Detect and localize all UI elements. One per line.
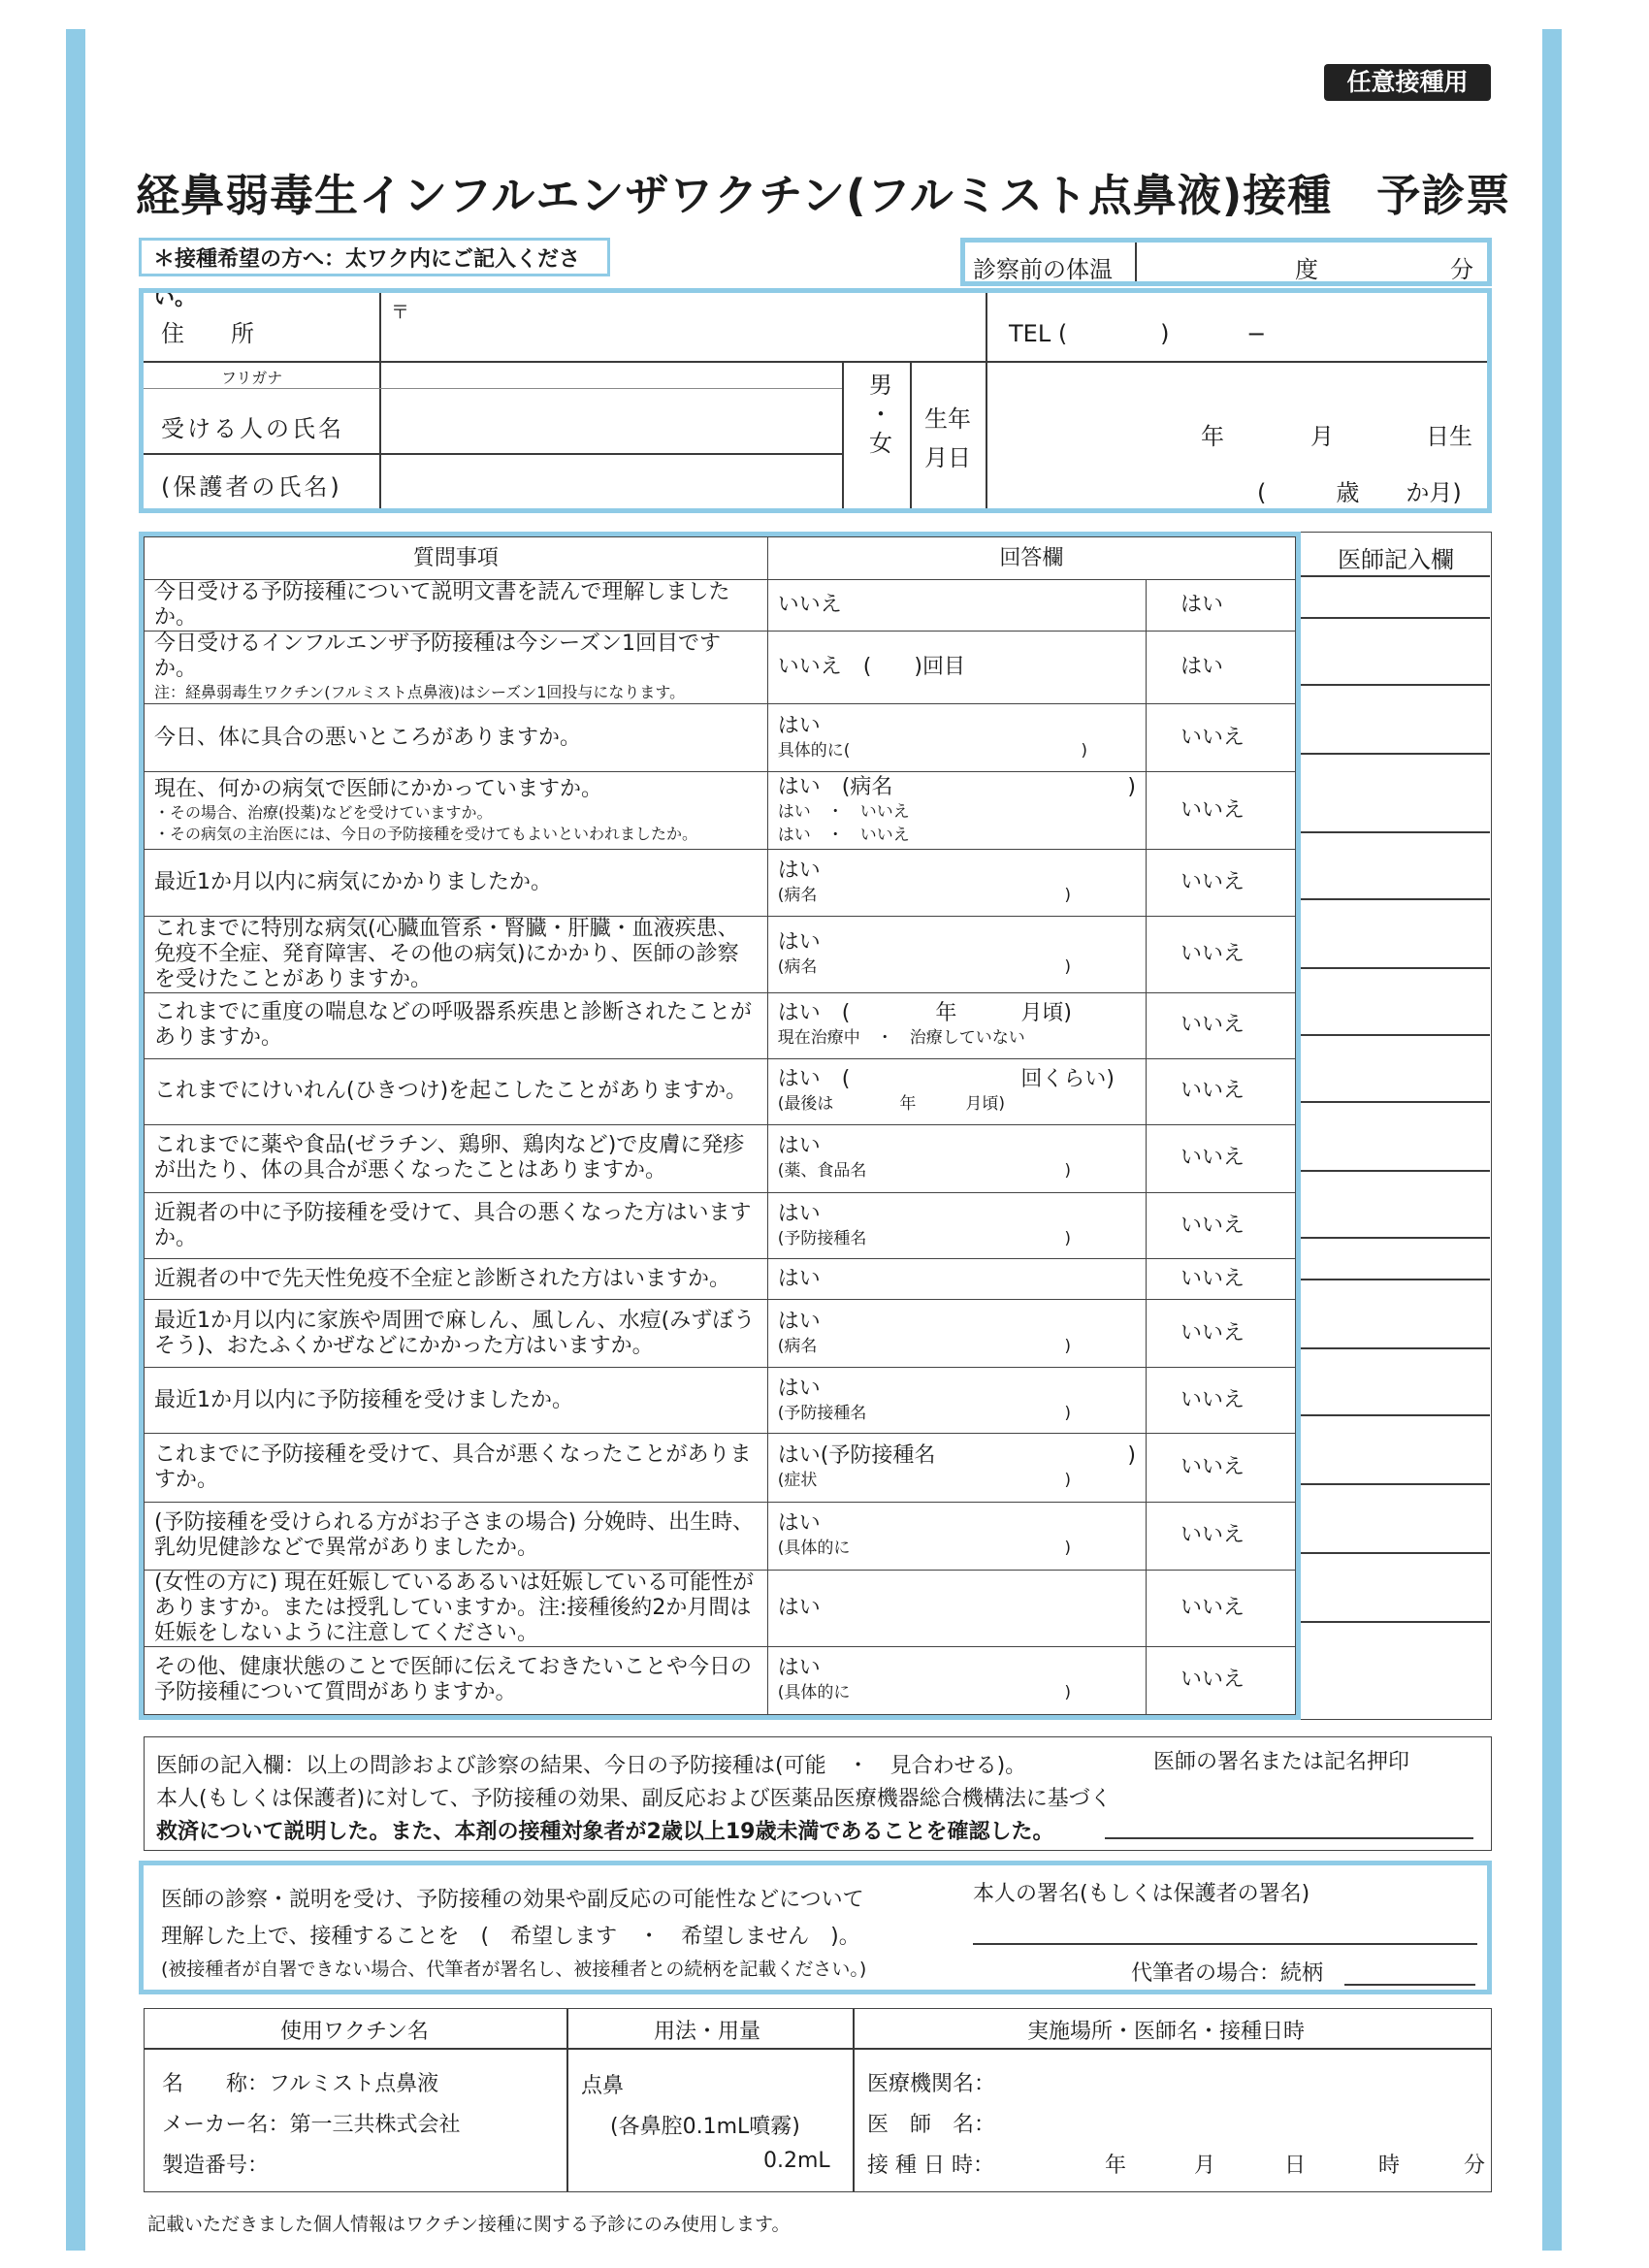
route-value: 点鼻 (581, 2074, 625, 2098)
doctor-notes-column (1301, 532, 1492, 1720)
answer-option-secondary[interactable] (1146, 1570, 1295, 1646)
answer-detail[interactable]: 具体的に( ) (777, 740, 1088, 761)
answer-option-secondary[interactable] (1146, 1058, 1295, 1124)
age-field[interactable]: ( 歳 か月) (1257, 479, 1462, 506)
answer-option-secondary[interactable] (1146, 1259, 1295, 1300)
doctor-declaration-line1: 医師の記入欄：以上の問診および診察の結果、今日の予防接種は(可能 ・ 見合わせる)。 (156, 1754, 1027, 1778)
question-row (145, 1193, 1296, 1259)
question-row (145, 1434, 1296, 1502)
answer-option-label: はい(予防接種名 ) (777, 1442, 1136, 1468)
dosage-header: 用法・用量 (654, 2020, 761, 2044)
answer-detail[interactable]: (症状 ) (777, 1470, 1072, 1490)
answer-option-secondary[interactable] (1146, 1502, 1295, 1570)
question-text: 今日受けるインフルエンザ予防接種は今シーズン1回目ですか。 (154, 632, 722, 682)
vaccine-name-header: 使用ワクチン名 (280, 2020, 429, 2044)
doctor-notes-cell-divider (1301, 575, 1490, 577)
answer-option-secondary[interactable] (1146, 1193, 1295, 1259)
answer-option-label: いいえ (1180, 1595, 1245, 1620)
answer-option-label: はい ( 年 月頃) (777, 1001, 1072, 1026)
answer-option-label: はい (777, 929, 821, 955)
question-text: 最近1か月以内に病気にかかりましたか。 (154, 870, 552, 895)
question-row (145, 992, 1296, 1058)
question-row (145, 704, 1296, 772)
answer-option-primary[interactable] (767, 1368, 1146, 1434)
answer-option-primary[interactable] (767, 704, 1146, 772)
recipient-name-label: 受ける人の氏名 (161, 415, 344, 442)
answer-detail[interactable]: (病名 ) (777, 1336, 1072, 1356)
answer-option-primary[interactable] (767, 1502, 1146, 1570)
question-text-cell (145, 992, 768, 1058)
dose-value: 0.2mL (763, 2149, 830, 2173)
answer-detail[interactable]: (具体的に ) (777, 1683, 1072, 1703)
question-text: これまでにけいれん(ひきつけ)を起こしたことがありますか。 (154, 1079, 748, 1104)
privacy-footer: 記載いただきました個人情報はワクチン接種に関する予診にのみ使用します。 (147, 2214, 791, 2235)
question-text-cell (145, 772, 768, 850)
personal-info-box (139, 288, 1492, 513)
facility-name-label: 医療機関名： (867, 2072, 996, 2096)
answer-option-primary[interactable] (767, 1646, 1146, 1714)
vaccine-product-name: 名 称：フルミスト点鼻液 (162, 2072, 439, 2096)
answer-option-label: いいえ (1180, 1146, 1245, 1171)
answer-option-secondary[interactable] (1146, 632, 1295, 704)
doctor-notes-cell-divider (1301, 753, 1490, 755)
temperature-label: 診察前の体温 (973, 256, 1113, 283)
doctor-notes-cell-divider (1301, 831, 1490, 833)
answer-option-label: いいえ (1180, 941, 1245, 966)
question-row (145, 916, 1296, 992)
answer-option-label: いいえ (1180, 797, 1245, 823)
question-note: ・その場合、治療(投薬)などを受けていますか。 ・その病気の主治医には、今日の予防接種を受けてもよいといわれましたか。 (154, 802, 698, 843)
question-text-cell (145, 1646, 768, 1714)
answer-option-label: いいえ (1180, 1266, 1245, 1291)
doctor-declaration-line3: 救済について説明した。また、本剤の接種対象者が2歳以上19歳未満であることを確認した。 (156, 1820, 1054, 1844)
left-margin-stripe (66, 29, 85, 2251)
answer-option-secondary[interactable] (1146, 992, 1295, 1058)
question-row (145, 1058, 1296, 1124)
tel-field[interactable]: TEL ( ) − (1009, 320, 1267, 347)
doctor-notes-cell-divider (1301, 684, 1490, 686)
address-label: 住 所 (161, 320, 254, 347)
answer-option-primary[interactable] (767, 632, 1146, 704)
answer-detail[interactable]: はい ・ いいえ はい ・ いいえ (777, 801, 910, 845)
answer-option-label: いいえ ( )回目 (777, 655, 965, 680)
doctor-notes-cell-divider (1301, 1237, 1490, 1239)
consent-line1: 医師の診察・説明を受け、予防接種の効果や副反応の可能性などについて (161, 1888, 864, 1912)
question-text-cell (145, 1368, 768, 1434)
question-text-cell (145, 1502, 768, 1570)
doctor-notes-cell-divider (1301, 1034, 1490, 1036)
doctor-notes-cell-divider (1301, 1347, 1490, 1349)
question-row (145, 1646, 1296, 1714)
answer-option-secondary[interactable] (1146, 1434, 1295, 1502)
answer-option-label: いいえ (1180, 1454, 1245, 1479)
question-text: これまでに特別な病気(心臓血管系・腎臓・肝臓・血液疾患、免疫不全症、発育障害、その他の病気)にかかり、医師の診察を受けたことがありますか。 (154, 916, 739, 991)
date-month-unit: 月 (1194, 2154, 1216, 2178)
answer-detail[interactable]: (最後は 年 月頃) (777, 1094, 1006, 1115)
doctor-declaration-line2: 本人(もしくは保護者)に対して、予防接種の効果、副反応および医薬品医療機器総合機構法に基づく (156, 1787, 1112, 1811)
question-text: これまでに薬や食品(ゼラチン、鶏卵、鶏肉など)で皮膚に発疹が出たり、体の具合が悪くなったことはありますか。 (154, 1133, 745, 1183)
doctor-notes-cell-divider (1301, 967, 1490, 969)
vaccine-manufacturer: メーカー名：第一三共株式会社 (162, 2113, 461, 2137)
answer-option-label: はい (777, 1376, 821, 1401)
answer-option-label: はい (777, 1595, 821, 1620)
answer-option-secondary[interactable] (1146, 704, 1295, 772)
birth-day-unit: 日生 (1426, 423, 1472, 450)
answer-detail[interactable]: (予防接種名 ) (777, 1228, 1072, 1248)
answer-option-secondary[interactable] (1146, 1368, 1295, 1434)
doctor-notes-cell-divider (1301, 1170, 1490, 1172)
birth-month-unit: 月 (1310, 423, 1334, 450)
doctor-notes-cell-divider (1301, 1621, 1490, 1623)
doctor-notes-cell-divider (1301, 617, 1490, 619)
answer-option-label: いいえ (1180, 1079, 1245, 1104)
doctor-signature-label: 医師の署名または記名押印 (1153, 1750, 1410, 1774)
answer-option-secondary[interactable] (1146, 1124, 1295, 1192)
answer-option-primary[interactable] (767, 1300, 1146, 1368)
postal-mark[interactable]: 〒 (391, 302, 410, 323)
question-row (145, 1259, 1296, 1300)
answer-option-label: いいえ (777, 593, 842, 618)
consent-note: (被接種者が自署できない場合、代筆者が署名し、被接種者との続柄を記載ください。) (161, 1959, 867, 1980)
question-text-cell (145, 1058, 768, 1124)
answer-option-primary[interactable] (767, 1193, 1146, 1259)
question-note: 注：経鼻弱毒生ワクチン(フルミスト点鼻液)はシーズン1回投与になります。 (154, 683, 686, 702)
question-text: 今日、体に具合の悪いところがありますか。 (154, 725, 582, 750)
question-text: 最近1か月以内に家族や周囲で麻しん、風しん、水痘(みずぼうそう)、おたふくかぜなどにかかった方はいますか。 (154, 1308, 756, 1358)
answer-option-label: はい (777, 1309, 821, 1334)
lot-number-label: 製造番号： (162, 2154, 270, 2178)
answer-option-label: はい (777, 1511, 821, 1537)
instruction-note: ＊接種希望の方へ：太ワク内にご記入ください。 (139, 238, 610, 276)
answer-option-primary[interactable] (767, 1570, 1146, 1646)
self-signature-label: 本人の署名(もしくは保護者の署名) (973, 1882, 1310, 1906)
proxy-relationship-label: 代筆者の場合：続柄 (1131, 1961, 1324, 1986)
date-year-unit: 年 (1105, 2154, 1127, 2178)
answer-option-label: いいえ (1180, 1013, 1245, 1038)
question-text-cell (145, 580, 768, 632)
consent-box (139, 1861, 1492, 1994)
guardian-name-label: (保護者の氏名) (161, 473, 342, 501)
doctor-notes-cell-divider (1301, 1279, 1490, 1280)
answer-detail[interactable]: (薬、食品名 ) (777, 1161, 1072, 1182)
answer-option-label: はい (777, 859, 821, 884)
question-text: 最近1か月以内に予防接種を受けましたか。 (154, 1387, 573, 1412)
right-margin-stripe (1542, 29, 1562, 2251)
date-hour-unit: 時 (1378, 2154, 1401, 2178)
answer-option-secondary[interactable] (1146, 772, 1295, 850)
question-text: (女性の方に) 現在妊娠しているあるいは妊娠している可能性がありますか。または授乳していますか。注:接種後約2か月間は妊娠をしないように注意してください。 (154, 1570, 755, 1645)
question-row (145, 580, 1296, 632)
answer-option-primary[interactable] (767, 772, 1146, 850)
question-text: これまでに予防接種を受けて、具合が悪くなったことがありますか。 (154, 1442, 752, 1492)
optional-vaccination-tag: 任意接種用 (1324, 64, 1491, 101)
answer-option-label: いいえ (1180, 1320, 1245, 1345)
question-row (145, 850, 1296, 916)
question-text-cell (145, 916, 768, 992)
question-text-cell (145, 1570, 768, 1646)
dose-detail: (各鼻腔0.1mL噴霧) (610, 2115, 800, 2139)
answer-option-secondary[interactable] (1146, 850, 1295, 916)
answer-option-label: はい ( 回くらい) (777, 1067, 1115, 1092)
question-text-cell (145, 1124, 768, 1192)
doctor-notes-cell-divider (1301, 898, 1490, 900)
answer-option-label: はい (777, 1134, 821, 1159)
question-text-cell (145, 850, 768, 916)
question-text: (予防接種を受けられる方がお子さまの場合) 分娩時、出生時、乳幼児健診などで異常がありましたか。 (154, 1510, 755, 1561)
question-text: 近親者の中に予防接種を受けて、具合の悪くなった方はいますか。 (154, 1200, 752, 1250)
question-text: これまでに重度の喘息などの呼吸器系疾患と診断されたことがありますか。 (154, 1000, 753, 1051)
answer-detail[interactable]: (具体的に ) (777, 1539, 1072, 1559)
doctor-declaration-box (144, 1736, 1492, 1851)
birth-year-unit: 年 (1201, 423, 1224, 450)
consent-line2[interactable]: 理解した上で、接種することを ( 希望します ・ 希望しません )。 (161, 1925, 860, 1949)
answer-option-label: はい (777, 713, 821, 738)
question-row (145, 1124, 1296, 1192)
question-text: その他、健康状態のことで医師に伝えておきたいことや今日の予防接種について質問がありますか。 (154, 1655, 753, 1705)
questions-header: 質問事項 (145, 537, 768, 580)
facility-header: 実施場所・医師名・接種日時 (1027, 2020, 1306, 2044)
question-text-cell (145, 704, 768, 772)
vaccine-info-box (144, 2008, 1492, 2192)
answer-detail[interactable]: (病名 ) (777, 886, 1072, 906)
answer-option-secondary[interactable] (1146, 1300, 1295, 1368)
doctor-notes-header: 医師記入欄 (1338, 546, 1454, 573)
doctor-signature-line[interactable] (1105, 1837, 1473, 1839)
page-title: 経鼻弱毒生インフルエンザワクチン(フルミスト点鼻液)接種 予診票 (136, 170, 1511, 221)
question-text: 現在、何かの病気で医師にかかっていますか。 (154, 776, 603, 801)
doctor-notes-cell-divider (1301, 1483, 1490, 1485)
question-row (145, 1570, 1296, 1646)
vaccination-datetime-label: 接 種 日 時： (867, 2154, 994, 2178)
question-row (145, 1368, 1296, 1434)
answer-option-primary[interactable] (767, 992, 1146, 1058)
question-text-cell (145, 1434, 768, 1502)
answer-detail[interactable]: 現在治療中 ・ 治療していない (777, 1028, 1025, 1049)
answer-option-secondary[interactable] (1146, 916, 1295, 992)
question-row (145, 632, 1296, 704)
answer-option-secondary[interactable] (1146, 580, 1295, 632)
answer-option-label: はい (1180, 593, 1223, 618)
question-text-cell (145, 1300, 768, 1368)
answer-option-label: はい (777, 1266, 821, 1291)
doctor-notes-cell-divider (1301, 1552, 1490, 1554)
answer-option-primary[interactable] (767, 916, 1146, 992)
self-signature-line[interactable] (973, 1943, 1477, 1945)
temperature-minute-unit: 分 (1450, 256, 1473, 283)
answer-detail[interactable]: (予防接種名 ) (777, 1403, 1072, 1423)
temperature-degree-unit: 度 (1295, 256, 1318, 283)
answer-option-primary[interactable] (767, 1124, 1146, 1192)
answer-option-label: いいえ (1180, 1668, 1245, 1693)
answer-option-primary[interactable] (767, 580, 1146, 632)
question-row (145, 1300, 1296, 1368)
question-text: 近親者の中で先天性免疫不全症と診断された方はいますか。 (154, 1266, 731, 1291)
answer-option-label: いいえ (1180, 1387, 1245, 1412)
question-text-cell (145, 632, 768, 704)
temperature-box[interactable] (960, 238, 1492, 286)
answer-option-label: はい (777, 1656, 821, 1681)
doctor-notes-cell-divider (1301, 1414, 1490, 1416)
proxy-relationship-line[interactable] (1344, 1984, 1475, 1986)
answer-option-label: いいえ (1180, 1213, 1245, 1238)
furigana-label: フリガナ (221, 369, 283, 387)
sex-selector[interactable]: 男 ・ 女 (869, 372, 892, 457)
question-text-cell (145, 1259, 768, 1300)
answer-option-primary[interactable] (767, 1259, 1146, 1300)
question-row (145, 772, 1296, 850)
question-text: 今日受ける予防接種について説明文書を読んで理解しましたか。 (154, 580, 730, 631)
answer-option-primary[interactable] (767, 1058, 1146, 1124)
doctor-notes-cell-divider (1301, 1101, 1490, 1103)
date-day-unit: 日 (1284, 2154, 1307, 2178)
answer-option-primary[interactable] (767, 1434, 1146, 1502)
answer-option-label: いいえ (1180, 870, 1245, 895)
questionnaire-box (139, 532, 1301, 1720)
doctor-name-label: 医 師 名： (867, 2113, 996, 2137)
answers-header: 回答欄 (767, 537, 1295, 580)
answer-detail[interactable]: (病名 ) (777, 956, 1072, 977)
birth-date-label: 生年 月日 (924, 405, 971, 471)
date-minute-unit: 分 (1464, 2154, 1486, 2178)
answer-option-label: はい (1180, 655, 1223, 680)
answer-option-label: いいえ (1180, 1523, 1245, 1548)
answer-option-primary[interactable] (767, 850, 1146, 916)
question-text-cell (145, 1193, 768, 1259)
answer-option-label: いいえ (1180, 725, 1245, 750)
answer-option-label: はい (病名 ) (777, 774, 1136, 799)
answer-option-secondary[interactable] (1146, 1646, 1295, 1714)
question-row (145, 1502, 1296, 1570)
answer-option-label: はい (777, 1201, 821, 1226)
questionnaire-table (144, 536, 1296, 1715)
